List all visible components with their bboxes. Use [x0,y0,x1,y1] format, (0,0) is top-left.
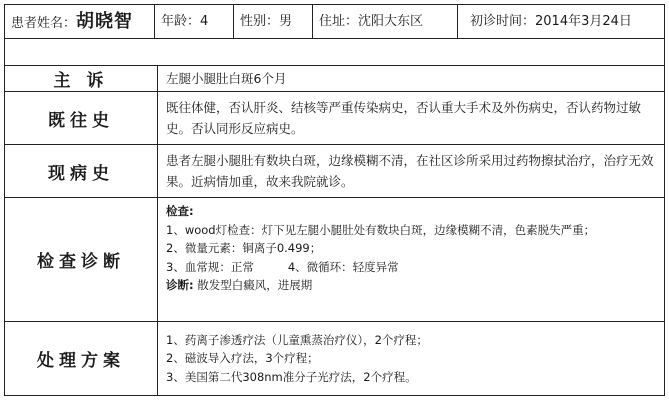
treatment-row [5,322,664,395]
past-history-text: 既往体健，否认肝炎、结核等严重传染病史，否认重大手术及外伤病史，否认药物过敏史。否认同形反应病史。 [166,100,642,136]
exam-line-trace: 2、微量元素：铜离子0.499； [166,241,322,255]
present-history-text: 患者左腿小腿肚有数块白斑，边缘模糊不清，在社区诊所采用过药物擦拭治疗，治疗无效果。近病情加重，故来我院就诊。 [166,153,654,189]
present-history-label: 现病史 [5,145,158,197]
address-field: 住址：沈阳大东区 [313,5,458,38]
treatment-label: 处理方案 [5,322,158,395]
exam-line-blood-circ [166,258,658,277]
chief-complaint-text: 左腿小腿肚白斑6个月 [166,71,287,86]
diagnosis-title: 诊断: [166,278,194,292]
diagnosis-line [166,276,658,295]
exam-line-wood: 1、wood灯检查：灯下见左腿小腿肚处有数块白斑，边缘模糊不清，色素脱失严重； [166,222,596,237]
diagnosis-text: 散发型白癜风，进展期 [197,278,313,292]
patient-name-cell [5,5,155,38]
first-visit-field: 初诊时间：2014年3月24日 [470,14,632,29]
medical-record-table [4,4,665,396]
exam-line-blood: 3、血常规：正常 [166,259,254,274]
exam-line-microcirc: 4、微循环：轻度异常 [287,259,399,274]
chief-complaint-row [5,66,664,92]
present-history-row [5,145,664,198]
exam-diagnosis-content [158,198,664,321]
gender-field: 性别：男 [234,5,313,38]
treatment-item: 1、药离子渗透疗法（儿童熏蒸治疗仪），2个疗程； [166,332,428,347]
treatment-item: 2、磁波导入疗法，3个疗程； [166,351,319,366]
patient-name: 胡晓智 [76,11,134,32]
age-field: 年龄：4 [155,5,234,38]
past-history-label: 既往史 [5,92,158,144]
chief-complaint-label: 主 诉 [5,66,158,91]
blank-row [5,38,664,66]
treatment-item: 3、美国第二代308nm准分子光疗法，2个疗程。 [166,369,417,384]
exam-diagnosis-label: 检查诊断 [5,198,158,321]
exam-title: 检查: [166,204,194,218]
patient-name-label: 患者姓名： [11,16,77,31]
patient-header [5,5,664,39]
treatment-list [158,322,664,395]
past-history-row [5,92,664,145]
exam-diagnosis-row [5,198,664,322]
